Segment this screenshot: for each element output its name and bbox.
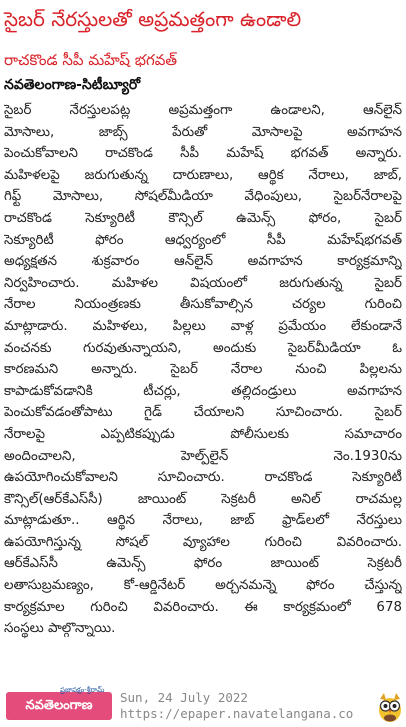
article-body-line: కారణమని అన్నారు. సైబర్ నేరాల నుంచి పిల్లలను bbox=[4, 362, 402, 378]
edition-date: Sun, 24 July 2022 bbox=[120, 690, 248, 705]
article-body-line: వంచనకు గురవుతున్నాయని, అందుకు సైబర్‌మీడియా ఓ bbox=[4, 340, 402, 356]
article-body-line: సైబర్ నేరస్తులపట్ల అప్రమత్తంగా ఉండాలని, ఆన్‌లైన్ bbox=[4, 103, 402, 118]
article-body-line: పెంచుకోవాలని రాచకొండ సీపీ మహేష్ భగవత్ అన్నారు. bbox=[4, 146, 402, 162]
article-body-line: మోసాలు, జాబ్స్ పేరుతో మోసాలపై అవగాహన bbox=[4, 124, 402, 140]
article-body bbox=[4, 100, 402, 640]
article-body-line: ఆర్‌కేఎస్‌సీ ఉమెన్స్ ఫోరం జాయింట్ సెక్రటరీ bbox=[4, 556, 402, 572]
article-body-line: ఉపయోగించుకోవాలని సూచించారు. రాచకొండ సెక్యూరిటీ bbox=[4, 470, 402, 486]
epaper-footer bbox=[0, 688, 406, 727]
article-body-line: నేరాల నియంత్రణకు తీసుకోవాల్సిన చర్యల గురించి bbox=[4, 297, 402, 313]
logo-tagline: ప్రజాపక్షం-శ్రీరామ్ bbox=[60, 686, 105, 694]
logo-text: నవతెలంగాణ bbox=[25, 698, 93, 713]
article-headline: సైబర్ నేరస్తులతో అప్రమత్తంగా ఉండాలి bbox=[4, 7, 302, 31]
epaper-url-link[interactable]: https://epaper.navatelangana.co bbox=[120, 706, 354, 721]
article-body-line: అందించాలని, హెల్ప్‌లైన్ నెం.1930ను bbox=[4, 448, 402, 464]
article-body-line: కౌన్సిల్(ఆర్‌కేఎస్‌సీ) జాయింట్ సెక్రటరీ అనిల్ రాచమల్ల bbox=[4, 491, 402, 507]
article-body-line: మాట్లాడుతూ.. ఆర్థిన నేరాలు, జాబ్ ఫ్రాడ్‌లలో నేరస్తులు bbox=[4, 513, 402, 529]
article-subheadline: రాచకొండ సీపీ మహేష్ భగవత్ bbox=[4, 51, 178, 69]
navatelangana-logo[interactable] bbox=[6, 692, 112, 720]
article-body-line: పెంచుకోవడంతోపాటు గైడ్ చేయాలని సూచించారు. సైబర్ bbox=[4, 405, 402, 421]
article-body-line: మహిళలపై జరుగుతున్న దారుణాలు, ఆర్థిక నేరాలు, జాబ్, bbox=[4, 167, 402, 183]
article-body-line: నేరాలపై ఎప్పటికప్పుడు పోలీసులకు సమాచారం bbox=[4, 426, 402, 442]
article-body-line: రాచకొండ సెక్యూరిటీ కౌన్సిల్ ఉమెన్స్ ఫోరం, సైబర్ bbox=[4, 210, 402, 226]
article-body-line: కార్యక్రమాల గురించి వివరించారు. ఈ కార్యక్రమంలో 678 bbox=[4, 599, 402, 615]
article-body-line: గిఫ్ట్ మోసాలు, సోషల్‌మీడియా వేధింపులు, సైబర్‌నేరాలపై bbox=[4, 189, 402, 205]
article-body-line: అధ్యక్షతన శుక్రవారం ఆన్‌లైన్ అవగాహన కార్యక్రమాన్ని bbox=[4, 254, 402, 270]
article-body-line: మాట్లాడారు. మహిళలు, పిల్లలు వాళ్ల ప్రమేయం లేకుండానే bbox=[4, 318, 402, 334]
article-body-line: సెక్యూరిటీ ఫోరం ఆధ్వర్యంలో సీపీ మహేష్‌భగవత్ bbox=[4, 232, 402, 248]
article-body-line: ఉపయోగిస్తున్న సోషల్ వ్యూహాల గురించి వివరించారు. bbox=[4, 534, 402, 550]
article-body-line: కాపాడుకోవడానికి టీచర్లు, తల్లిదండ్రులు అవగాహన bbox=[4, 383, 402, 399]
article-dateline: నవతెలంగాణ-సిటీబ్యూరో bbox=[4, 77, 141, 93]
owl-mascot-icon bbox=[376, 691, 404, 723]
article-body-line: నిర్వహించారు. మహిళల విషయంలో జరుగుతున్న సైబర్ bbox=[4, 275, 402, 291]
article-body-line: సంస్థలు పాల్గొన్నాయి. bbox=[4, 621, 116, 637]
article-body-line: లతాసుబ్రమణ్యం, కో-ఆర్డినేటర్ అర్చనమన్నె ఫోరం చేస్తున్న bbox=[4, 578, 402, 594]
